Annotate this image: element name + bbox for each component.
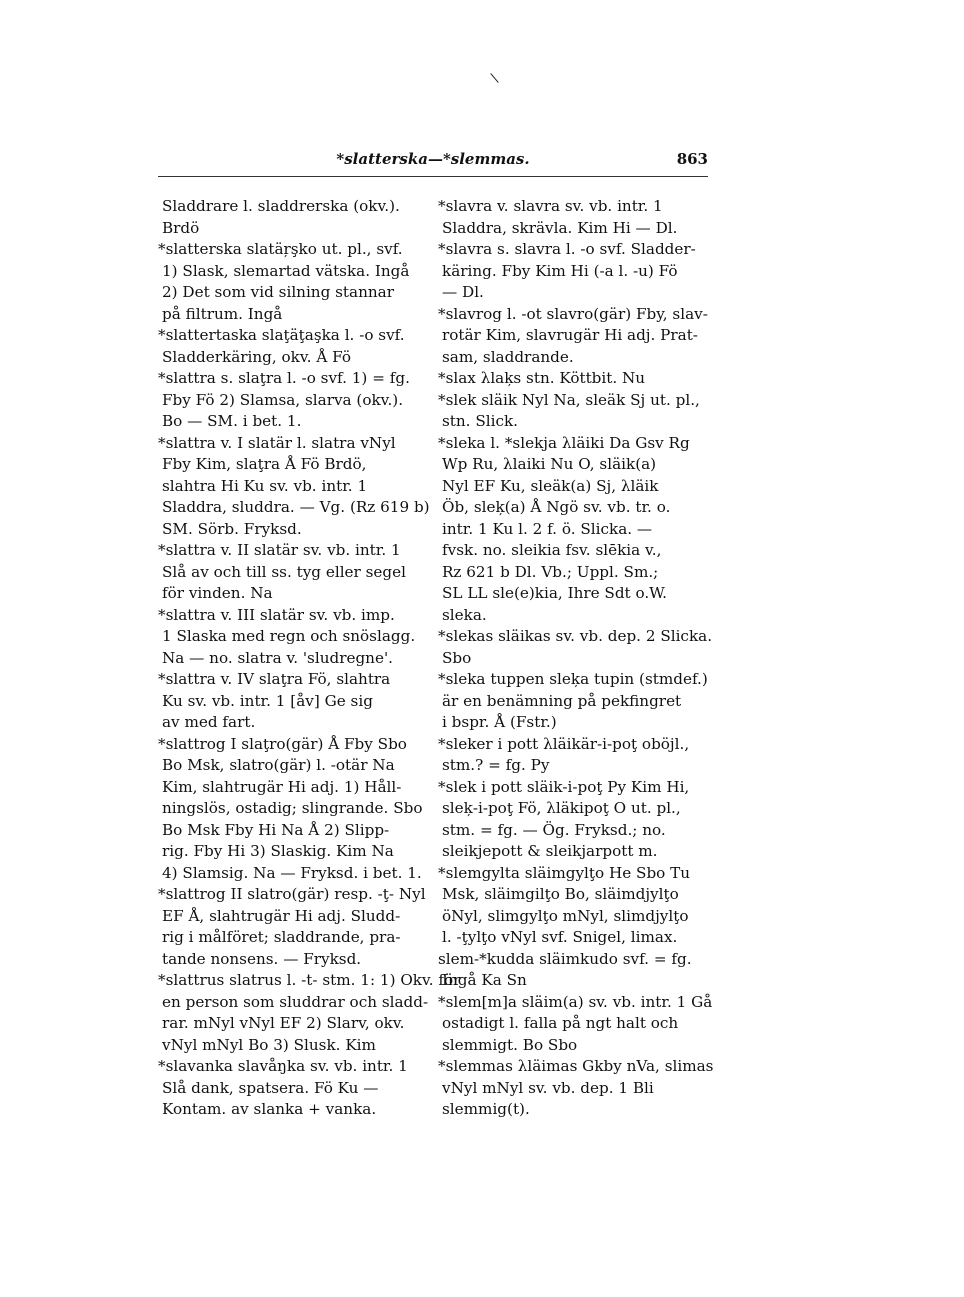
entry-text-line: en person som sluddrar och sladd-: [162, 992, 429, 1011]
entry-headword-line: *slatterska slatäŗşko ut. pl., svf.: [158, 240, 403, 258]
entry-headword-line: *slem[m]a släim(a) sv. vb. intr. 1 Gå: [438, 992, 713, 1011]
entry-text-line: Kontam. av slanka + vanka.: [162, 1100, 377, 1118]
entry-text-line: stm. = fg. — Ög. Fryksd.; no.: [442, 820, 666, 839]
entry-headword-line: *slavanka slavåŋka sv. vb. intr. 1: [158, 1057, 408, 1075]
entry-text-line: Rz 621 b Dl. Vb.; Uppl. Sm.;: [442, 562, 659, 581]
entry-text-line: Sladdra, sluddra. — Vg. (Rz 619 b): [162, 498, 430, 516]
entry-text-line: slemmigt. Bo Sbo: [442, 1035, 578, 1054]
entry-headword-line: *slattra s. slaţra l. -o svf. 1) = fg.: [158, 369, 410, 387]
entry-text-line: stn. Slick.: [442, 412, 518, 430]
entry-headword-line: *slattrus slatrus l. -t- stm. 1: 1) Okv. för: [158, 971, 461, 989]
entry-text-line: tande nonsens. — Fryksd.: [162, 949, 362, 968]
entry-text-line: i bspr. Å (Fstr.): [442, 713, 557, 731]
entry-text-line: ostadigt l. falla på ngt halt och: [442, 1014, 679, 1032]
entry-text-line: Ku sv. vb. intr. 1 [åv] Ge sig: [162, 691, 373, 710]
entry-text-line: intr. 1 Ku l. 2 f. ö. Slicka. —: [442, 519, 653, 538]
entry-text-line: slemmig(t).: [442, 1100, 530, 1118]
entry-headword-line: *slavrog l. -ot slavro(gär) Fby, slav-: [438, 304, 708, 323]
entry-text-line: Ingå Ka Sn: [442, 971, 527, 989]
entry-headword-line: *slemgylta släimgylţo He Sbo Tu: [438, 863, 691, 882]
entry-text-line: 4) Slamsig. Na — Fryksd. i bet. 1.: [162, 863, 422, 882]
entry-text-line: Wp Ru, λlaiki Nu O, släik(a): [442, 455, 657, 473]
entry-headword-line: *slemmas λläimas Gkby nVa, slimas: [438, 1057, 714, 1075]
header-rule: [158, 176, 708, 177]
entry-text-line: Sladdra, skrävla. Kim Hi — Dl.: [442, 218, 678, 237]
entry-text-line: Öb, sleķ(a) Å Ngö sv. vb. tr. o.: [442, 498, 671, 516]
entry-text-line: fvsk. no. sleikia fsv. slēkia v.,: [442, 541, 662, 559]
entry-text-line: Bo — SM. i bet. 1.: [162, 412, 302, 430]
entry-text-line: EF Å, slahtrugär Hi adj. Sludd-: [162, 906, 401, 925]
entry-text-line: rig i målföret; sladdrande, pra-: [162, 928, 401, 946]
entry-text-line: stm.? = fg. Py: [442, 756, 550, 774]
entry-text-line: ningslös, ostadig; slingrande. Sbo: [162, 799, 423, 817]
entry-text-line: öNyl, slimgylţo mNyl, slimdjylţo: [442, 906, 689, 925]
entry-text-line: Brdö: [162, 218, 200, 237]
entry-text-line: 1 Slaska med regn och snöslagg.: [162, 627, 416, 645]
entry-headword-line: *slek i pott släik-i-poţ Py Kim Hi,: [438, 777, 690, 796]
entry-headword-line: *slattrog I slaţro(gär) Å Fby Sbo: [158, 734, 407, 753]
entry-text-line: Bo Msk Fby Hi Na Å 2) Slipp-: [162, 820, 390, 839]
entry-text-line: för vinden. Na: [162, 584, 273, 602]
entry-headword-line: *slekas släikas sv. vb. dep. 2 Slicka.: [438, 627, 713, 645]
entry-text-line: Sladderkäring, okv. Å Fö: [162, 347, 351, 366]
entry-text-line: Slå av och till ss. tyg eller segel: [162, 562, 406, 581]
entry-text-line: Fby Fö 2) Slamsa, slarva (okv.).: [162, 390, 404, 409]
page-number: 863: [676, 150, 708, 168]
entry-text-line: Sladdrare l. sladdrerska (okv.).: [162, 197, 400, 215]
entry-text-line: är en benämning på pekfingret: [442, 691, 682, 710]
entry-text-line: sleka.: [442, 605, 487, 624]
entry-text-line: Fby Kim, slaţra Å Fö Brdö,: [162, 455, 367, 473]
entry-text-line: rotär Kim, slavrugär Hi adj. Prat-: [442, 326, 698, 344]
entry-text-line: vNyl mNyl Bo 3) Slusk. Kim: [162, 1035, 376, 1054]
entry-text-line: Sbo: [442, 648, 472, 667]
entry-headword-line: *slek släik Nyl Na, sleäk Sj ut. pl.,: [438, 390, 700, 409]
entry-text-line: rar. mNyl vNyl EF 2) Slarv, okv.: [162, 1014, 405, 1032]
entry-headword-line: *slattrog II slatro(gär) resp. -ţ- Nyl: [158, 885, 426, 903]
page-header: [158, 150, 708, 172]
left-column: [158, 196, 461, 1121]
entry-text-line: sleikjepott & sleikjarpott m.: [442, 842, 658, 860]
entry-text-line: SM. Sörb. Fryksd.: [162, 519, 302, 538]
entry-headword-line: *slattra v. II slatär sv. vb. intr. 1: [158, 541, 401, 559]
entry-text-line: 2) Det som vid silning stannar: [162, 283, 394, 301]
entry-headword-line: *slavra s. slavra l. -o svf. Sladder-: [438, 240, 696, 258]
entry-text-line: slahtra Hi Ku sv. vb. intr. 1: [162, 476, 368, 495]
entry-text-line: — Dl.: [442, 283, 484, 301]
entry-headword-line: *slattra v. III slatär sv. vb. imp.: [158, 605, 395, 624]
entry-text-line: sleķ-i-poţ Fö, λläkipoţ O ut. pl.,: [442, 799, 681, 817]
entry-text-line: vNyl mNyl sv. vb. dep. 1 Bli: [442, 1078, 654, 1097]
entry-headword-line: *sleka l. *slekja λläiki Da Gsv Rg: [438, 433, 690, 452]
entry-text-line: rig. Fby Hi 3) Slaskig. Kim Na: [162, 842, 394, 860]
entry-headword-line: *slattra v. I slatär l. slatra vNyl: [158, 433, 396, 452]
entry-text-line: SL LL sle(e)kia, Ihre Sdt o.W.: [442, 584, 667, 602]
running-head: *slatterska—*slemmas.: [336, 150, 530, 168]
entry-text-line: Kim, slahtrugär Hi adj. 1) Håll-: [162, 777, 402, 796]
entry-headword-line: *slattertaska slaţäţaşka l. -o svf.: [158, 326, 405, 344]
entry-headword-line: *slax λlaķs stn. Köttbit. Nu: [438, 369, 646, 387]
entry-text-line: käring. Fby Kim Hi (-a l. -u) Fö: [442, 261, 678, 280]
entry-text-line: Nyl EF Ku, sleäk(a) Sj, λläik: [442, 476, 659, 495]
entry-text-line: Msk, släimgilţo Bo, släimdjylţo: [442, 885, 679, 903]
entry-text-line: 1) Slask, slemartad vätska. Ingå: [162, 261, 410, 280]
entry-headword-line: *sleka tuppen sleķa tupin (stmdef.): [438, 670, 708, 688]
entry-text-line: Slå dank, spatsera. Fö Ku —: [162, 1078, 379, 1097]
entry-headword-line: *slattra v. IV slaţra Fö, slahtra: [158, 670, 391, 688]
right-column: [438, 196, 714, 1121]
entry-text-line: på filtrum. Ingå: [162, 304, 283, 323]
entry-text-line: av med fart.: [162, 713, 256, 731]
entry-text-line: l. -ţylţo vNyl svf. Snigel, limax.: [442, 928, 678, 946]
stray-mark: [490, 73, 498, 83]
entry-headword-line: slem-*kudda släimkudo svf. = fg.: [438, 949, 692, 968]
entry-text-line: Na — no. slatra v. 'sludregne'.: [162, 648, 393, 667]
entry-text-line: Bo Msk, slatro(gär) l. -otär Na: [162, 756, 395, 774]
entry-headword-line: *sleker i pott λläikär-i-poţ oböjl.,: [438, 734, 690, 753]
entry-headword-line: *slavra v. slavra sv. vb. intr. 1: [438, 197, 663, 215]
entry-text-line: sam, sladdrande.: [442, 347, 574, 366]
